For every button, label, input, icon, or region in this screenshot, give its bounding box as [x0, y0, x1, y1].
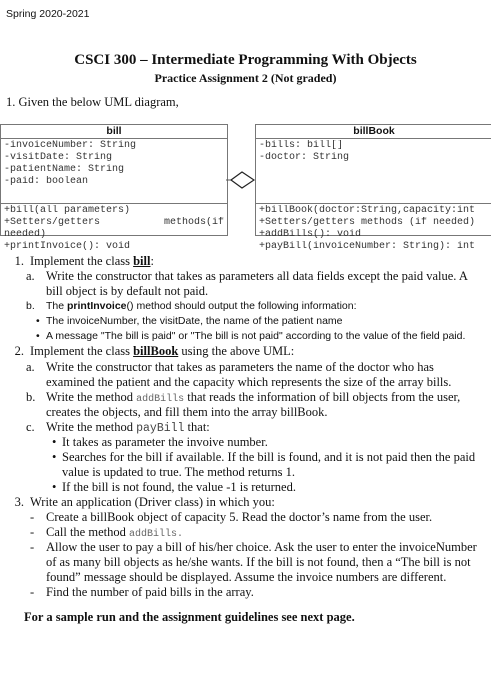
bullet-text: It takes as parameter the invoive number.: [62, 434, 268, 449]
uml-attribute: -invoiceNumber: String: [4, 140, 137, 151]
method-name: addBills: [136, 393, 185, 405]
aggregation-connector: [226, 168, 256, 192]
uml-method: +billBook(doctor:String,capacity:int: [259, 205, 476, 216]
uml-method: +addBills(): void: [259, 229, 362, 240]
item-text: Write an application (Driver class) in which you:: [30, 494, 275, 509]
item-1-heading: 1. Implement the class bill:: [0, 254, 491, 269]
item-1b-text: The: [46, 300, 68, 313]
footer-note: [0, 610, 491, 625]
document-title: CSCI 300 – Intermediate Programming With Objects: [74, 52, 417, 68]
item-1b: [0, 299, 491, 314]
item-2-heading: [0, 344, 491, 359]
item-text: using the above UML:: [178, 344, 295, 359]
bullet-icon: •: [52, 479, 57, 494]
document-subtitle: Practice Assignment 2 (Not graded): [154, 71, 337, 85]
step-text: found” message should be displayed. Assume the invoice numbers are different.: [46, 569, 447, 584]
item-number: 2.: [14, 344, 24, 359]
item-2c: [0, 420, 491, 435]
sub-label: b.: [26, 389, 36, 404]
uml-billbook-name: billBook: [256, 125, 491, 139]
item-2a-cont: [0, 375, 491, 390]
dash-icon: -: [30, 524, 35, 539]
uml-class-bill: [0, 124, 228, 252]
dash-icon: -: [30, 509, 35, 524]
sub-label: a.: [26, 359, 35, 374]
uml-billbook-methods: [256, 204, 491, 254]
item-2c-text: Write the method: [46, 419, 137, 434]
uml-billbook-attributes: [256, 139, 491, 204]
item-2a-line1: Write the constructor that takes as parameters the name of the doctor who has: [46, 359, 434, 374]
item-3-step: [0, 540, 491, 555]
uml-attribute: -paid: boolean: [4, 176, 89, 187]
step-text: Allow the user to pay a bill of his/her choice. Ask the user to enter the invoiceNumber: [46, 539, 477, 554]
uml-method: needed): [4, 229, 47, 240]
aggregation-diamond-icon: [231, 172, 254, 188]
item-1a-cont: [0, 284, 491, 299]
uml-method: +bill(all parameters): [4, 205, 131, 216]
footer-text: For a sample run and the assignment guidelines see next page.: [24, 609, 355, 624]
question-intro: 1. Given the below UML diagram,: [6, 95, 179, 109]
item-3-step: [0, 585, 491, 600]
item-text: Implement the class: [30, 254, 134, 268]
uml-method: +Setters/getters methods (if needed): [259, 217, 476, 228]
sub-label: a.: [26, 269, 35, 284]
bullet-icon: •: [36, 315, 40, 328]
item-1b-text: () method should output the following information:: [126, 300, 357, 313]
class-name: billBook: [133, 344, 179, 359]
item-1a: [0, 269, 491, 284]
step-text: Call the method: [46, 524, 129, 539]
method-name: addBills.: [128, 528, 183, 540]
method-name: payBill: [136, 421, 185, 435]
item-2c-bullet: [0, 450, 491, 465]
item-2b-text: that reads the information of bill objects from the user,: [184, 389, 461, 404]
uml-method-part: +Setters/getters: [4, 217, 101, 228]
item-2c-bullet-cont: [0, 465, 491, 480]
uml-class-billbook: [255, 124, 491, 252]
bullet-icon: •: [52, 434, 57, 449]
item-3-step-cont: [0, 570, 491, 585]
uml-bill-attributes: [1, 139, 227, 204]
item-1-bullet: [0, 329, 491, 344]
item-3-heading: [0, 495, 491, 510]
item-1a-line1: Write the constructor that takes as parameters all data fields except the paid value. A: [46, 269, 468, 284]
item-2b-text: Write the method: [46, 389, 137, 404]
item-2c-text: that:: [184, 419, 210, 434]
item-number: 3.: [14, 494, 24, 509]
item-number: 1.: [14, 254, 24, 268]
instructions: [0, 254, 491, 625]
item-2a-line2: examined the patient and the capacity which represents the size of the array bills.: [46, 374, 452, 389]
step-text: of as many bill objects as he/she wants. If the bill is not found, then a “The bill is not: [46, 554, 471, 569]
item-text: Implement the class: [30, 344, 134, 359]
uml-method-part: methods(if: [163, 217, 224, 228]
item-3-step: [0, 510, 491, 525]
uml-attribute: -doctor: String: [259, 152, 350, 163]
bullet-text: value is updated to true. The method returns 1.: [62, 464, 296, 479]
method-name: printInvoice: [67, 300, 127, 313]
item-1a-line2: bill object is by default not paid.: [46, 284, 209, 299]
class-name: bill: [133, 254, 151, 268]
uml-attribute: -bills: bill[]: [259, 140, 344, 151]
sub-label: c.: [26, 419, 35, 434]
item-2c-bullet: [0, 480, 491, 495]
item-2a: [0, 360, 491, 375]
dash-icon: -: [30, 539, 35, 554]
step-text: Find the number of paid bills in the array.: [46, 584, 254, 599]
uml-method: +printInvoice(): void: [4, 241, 131, 252]
uml-method: +payBill(invoiceNumber: String): int: [259, 241, 476, 252]
bullet-text: The invoiceNumber, the visitDate, the name of the patient name: [46, 315, 343, 328]
uml-bill-methods: [1, 204, 227, 254]
bullet-text: A message "The bill is paid" or "The bill is not paid" according to the value of the field paid.: [46, 330, 466, 343]
bullet-icon: •: [36, 330, 40, 343]
dash-icon: -: [30, 584, 35, 599]
item-2b: [0, 390, 491, 405]
uml-attribute: -visitDate: String: [4, 152, 113, 163]
uml-bill-name: bill: [1, 125, 227, 139]
sub-label: b.: [26, 300, 35, 313]
item-2b-cont: [0, 405, 491, 420]
item-2c-bullet: [0, 435, 491, 450]
item-2b-line2: creates the objects, and fill them into the array billBook.: [46, 404, 328, 419]
step-text: Create a billBook object of capacity 5. Read the doctor’s name from the user.: [46, 509, 433, 524]
uml-method: [4, 217, 224, 229]
item-1-bullet: [0, 314, 491, 329]
uml-attribute: -patientName: String: [4, 164, 125, 175]
item-3-step: [0, 525, 491, 540]
bullet-text: If the bill is not found, the value -1 is returned.: [62, 479, 296, 494]
bullet-icon: •: [52, 449, 57, 464]
term-label: Spring 2020-2021: [6, 8, 90, 20]
bullet-text: Searches for the bill if available. If the bill is found, and it is not paid then the paid: [62, 449, 476, 464]
item-3-step-cont: [0, 555, 491, 570]
